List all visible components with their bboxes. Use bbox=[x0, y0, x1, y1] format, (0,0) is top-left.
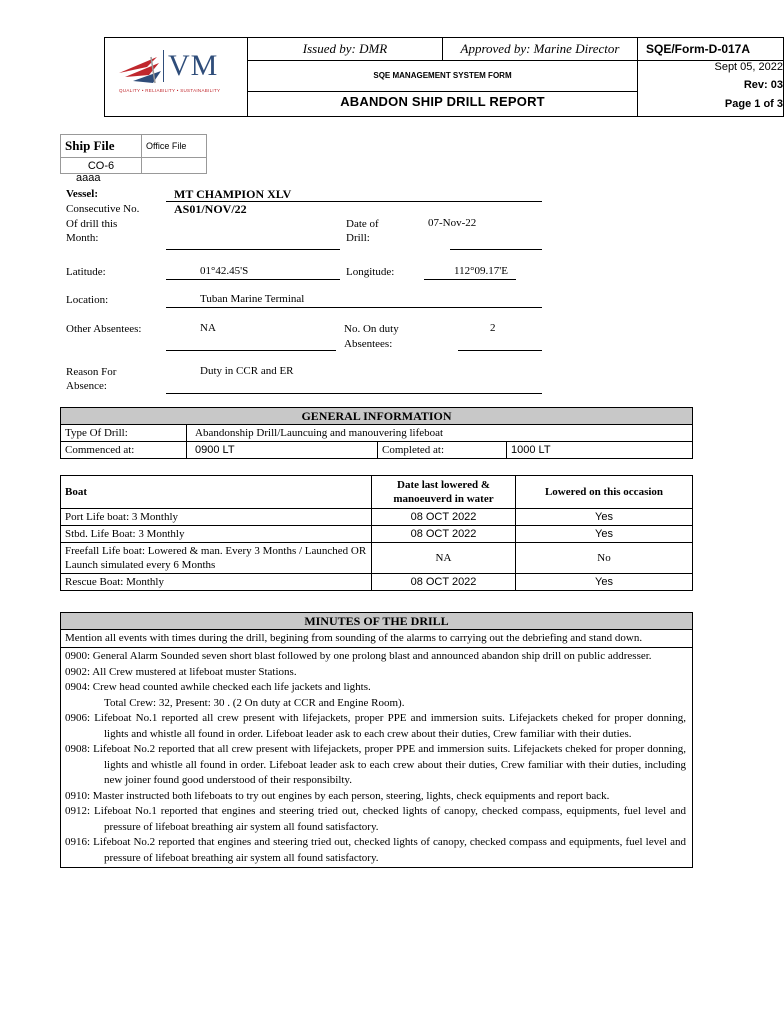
vm-flag-icon bbox=[117, 53, 163, 87]
approved-by: Approved by: Marine Director bbox=[443, 38, 638, 61]
form-date: Sept 05, 2022 bbox=[714, 61, 783, 73]
boat-table bbox=[60, 475, 693, 591]
col-lowered-header: Lowered on this occasion bbox=[516, 476, 693, 509]
on-duty-underline bbox=[458, 350, 542, 351]
list-item: 0916: Lifeboat No.2 reported that engines and steering tried out, checked lights of canopy, checked compass and equipments, fuel level and pressure of lifeboat breathing air system all found satisfactory. bbox=[65, 836, 686, 864]
commenced-label: Commenced at: bbox=[61, 442, 187, 459]
reason-label-2: Absence: bbox=[66, 380, 107, 392]
table-row bbox=[61, 509, 693, 526]
office-file-label: Office File bbox=[142, 135, 207, 158]
longitude-label: Longitude: bbox=[346, 266, 395, 278]
on-duty-value: 2 bbox=[490, 322, 496, 334]
minutes-table bbox=[60, 612, 693, 868]
vessel-label: Vessel: bbox=[66, 188, 98, 200]
list-item: 0910: Master instructed both lifeboats to try out engines by each person, steering, lights, check equipments and report back. bbox=[65, 789, 610, 802]
on-duty-label-2 bbox=[344, 337, 392, 351]
list-item: 0908: Lifeboat No.2 reported that all crew present with lifejackets, proper PPE and immersion suits. Lifejackets cheked for proper donning, lights and whistle all found in order. Lifeboat leader ask to each crew about their duties, Crew familiar with their duties, including new joiner found good understood of their responsibilty. bbox=[65, 743, 686, 786]
absentees-value: NA bbox=[200, 322, 216, 334]
col-date-header: Date last lowered & manoeuverd in water bbox=[372, 476, 516, 509]
minutes-entries bbox=[61, 648, 693, 868]
consecutive-label: Consecutive No. bbox=[66, 203, 140, 215]
of-drill-label-1: Of drill this bbox=[66, 218, 118, 230]
form-rev: Rev: 03 bbox=[743, 79, 783, 91]
boat-date: NA bbox=[372, 543, 516, 574]
absentees-underline bbox=[166, 350, 336, 351]
consecutive-value: AS01/NOV/22 bbox=[174, 202, 247, 216]
location-value: Tuban Marine Terminal bbox=[200, 293, 305, 305]
boat-name: Port Life boat: 3 Monthly bbox=[61, 509, 372, 526]
company-logo bbox=[105, 38, 248, 117]
vessel-value: MT CHAMPION XLV bbox=[174, 187, 292, 201]
ship-file-label: Ship File bbox=[61, 135, 142, 158]
drill-type-value: Abandonship Drill/Launcuing and manouvering lifeboat bbox=[187, 425, 693, 442]
boat-lowered: No bbox=[516, 543, 693, 574]
boat-date: 08 OCT 2022 bbox=[372, 574, 516, 591]
list-item: 0906: Lifeboat No.1 reported all crew present with lifejackets, proper PPE and immersion suits. Lifejackets cheked for proper donning, lights and whistle all found in order. Lifeboat leader ask to each crew about their duties, Crew familiar with their duties. bbox=[65, 712, 686, 740]
boat-name: Rescue Boat: Monthly bbox=[61, 574, 372, 591]
completed-label: Completed at: bbox=[378, 442, 507, 459]
form-header bbox=[104, 37, 784, 117]
page-number: Page 1 of 3 bbox=[638, 91, 784, 117]
commenced-value: 0900 LT bbox=[187, 442, 378, 459]
absentees-label: Other Absentees: bbox=[66, 323, 142, 335]
table-row bbox=[61, 526, 693, 543]
boat-date: 08 OCT 2022 bbox=[372, 509, 516, 526]
ship-file-box bbox=[60, 134, 207, 174]
date-underline bbox=[450, 249, 542, 250]
boat-lowered: Yes bbox=[516, 509, 693, 526]
date-label-1: Date of bbox=[346, 218, 379, 230]
list-item: 0902: All Crew mustered at lifeboat muster Stations. bbox=[65, 665, 297, 678]
location-underline bbox=[166, 307, 542, 308]
ship-file-note: aaaa bbox=[76, 172, 101, 184]
logo-tagline: QUALITY • RELIABILITY • SUSTAINABILITY bbox=[119, 88, 221, 93]
boat-lowered: Yes bbox=[516, 574, 693, 591]
logo-text: VM bbox=[163, 50, 218, 82]
table-row bbox=[61, 543, 693, 574]
general-info-heading: GENERAL INFORMATION bbox=[61, 408, 693, 425]
longitude-value: 112°09.17'E bbox=[454, 265, 508, 277]
location-label: Location: bbox=[66, 294, 109, 306]
list-item: Total Crew: 32, Present: 30 . (2 On duty at CCR and Engine Room). bbox=[104, 696, 405, 709]
table-row bbox=[61, 574, 693, 591]
boat-date: 08 OCT 2022 bbox=[372, 526, 516, 543]
on-duty-label-2-text: Absentees: bbox=[344, 338, 393, 350]
list-item: 0900: General Alarm Sounded seven short blast followed by one prolong blast and announced abandon ship drill on public addresser. bbox=[65, 650, 652, 662]
date-label-2: Drill: bbox=[346, 232, 370, 244]
form-number: SQE/Form-D-017A bbox=[638, 38, 784, 61]
drill-date-value: 07-Nov-22 bbox=[428, 217, 477, 229]
col-boat-header: Boat bbox=[61, 476, 372, 509]
reason-underline bbox=[166, 393, 542, 394]
ship-file-code: CO-6 bbox=[61, 158, 142, 174]
latitude-label: Latitude: bbox=[66, 266, 106, 278]
consecutive-underline bbox=[166, 249, 340, 250]
latitude-value: 01°42.45'S bbox=[200, 265, 249, 277]
minutes-heading: MINUTES OF THE DRILL bbox=[61, 613, 693, 630]
reason-value: Duty in CCR and ER bbox=[200, 365, 294, 377]
completed-value: 1000 LT bbox=[507, 442, 693, 459]
latitude-underline bbox=[166, 279, 340, 280]
boat-lowered: Yes bbox=[516, 526, 693, 543]
of-drill-label-2: Month: bbox=[66, 232, 99, 244]
general-info-table bbox=[60, 407, 693, 459]
boat-name: Freefall Life boat: Lowered & man. Every 3 Months / Launched OR Launch simulated every 6 Months bbox=[61, 543, 372, 574]
form-title: ABANDON SHIP DRILL REPORT bbox=[248, 91, 638, 117]
system-form-label: SQE MANAGEMENT SYSTEM FORM bbox=[248, 61, 638, 92]
on-duty-label-1: No. On duty bbox=[344, 323, 399, 335]
boat-name: Stbd. Life Boat: 3 Monthly bbox=[61, 526, 372, 543]
drill-type-label: Type Of Drill: bbox=[61, 425, 187, 442]
reason-label-1: Reason For bbox=[66, 366, 117, 378]
longitude-underline bbox=[424, 279, 516, 280]
list-item: 0904: Crew head counted awhile checked each life jackets and lights. bbox=[65, 681, 371, 693]
list-item: 0912: Lifeboat No.1 reported that engines and steering tried out, checked lights of canopy, checked compass, equipments, fuel level and pressure of lifeboat breathing air system all found satisfactory. bbox=[65, 805, 686, 833]
issued-by: Issued by: DMR bbox=[248, 38, 443, 61]
minutes-instruction: Mention all events with times during the drill, begining from sounding of the alarms to carrying out the debriefing and stand down. bbox=[61, 630, 693, 648]
